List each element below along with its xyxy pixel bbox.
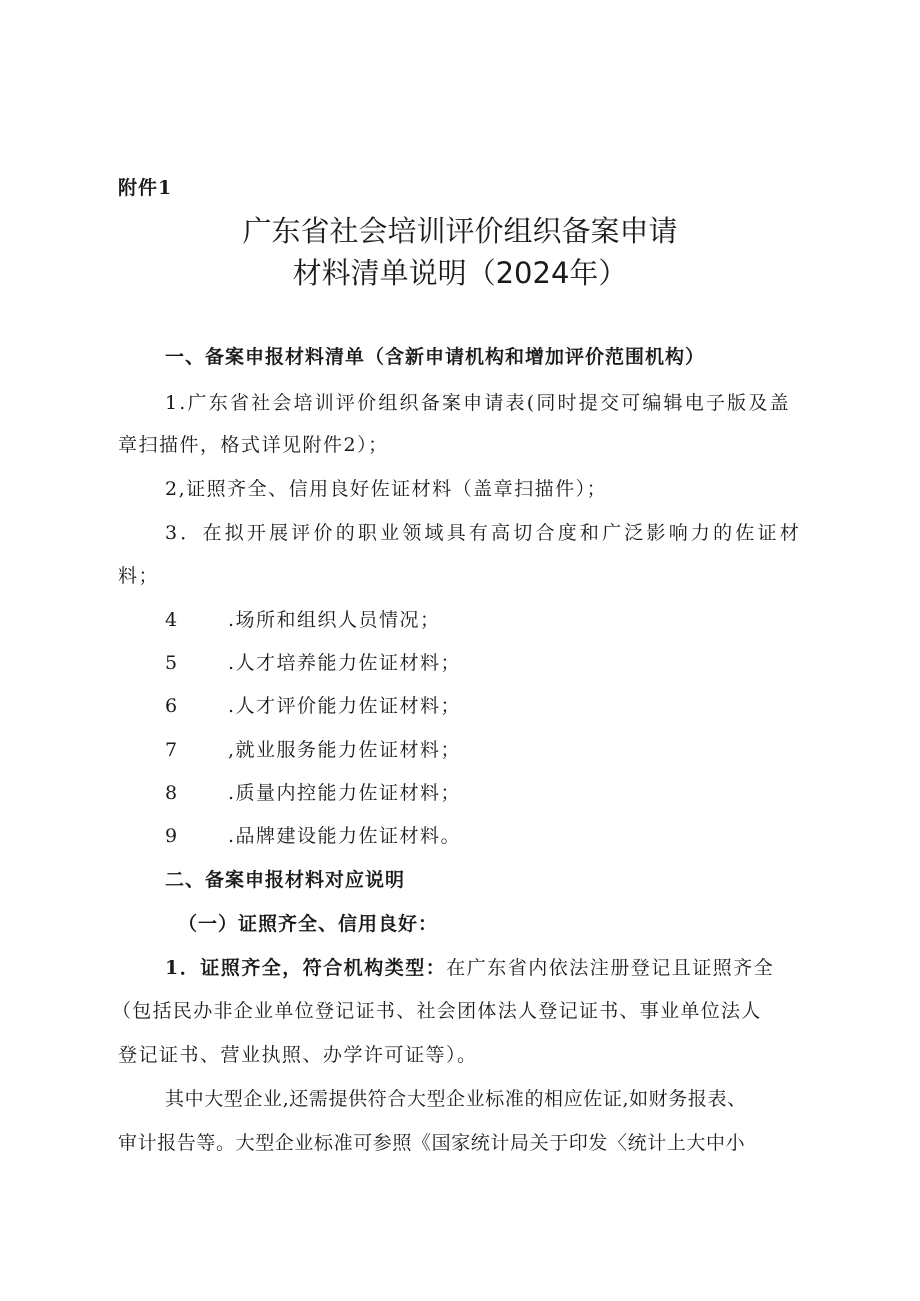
- section2-heading: 二、备案申报材料对应说明: [165, 869, 406, 891]
- item6-text: .人才评价能力佐证材料；: [228, 695, 462, 717]
- item4-text: .场所和组织人员情况；: [228, 609, 441, 631]
- point1-bold-lead: 1．证照齐全，符合机构类型：: [165, 957, 447, 979]
- item8-text: .质量内控能力佐证材料；: [228, 782, 462, 804]
- section1-heading: 一、备案申报材料清单（含新申请机构和增加评价范围机构）: [165, 346, 706, 368]
- item6-number: 6: [165, 695, 178, 717]
- item2: 2,证照齐全、信用良好佐证材料（盖章扫描件）；: [165, 478, 608, 500]
- item8-number: 8: [165, 782, 178, 804]
- point1-rest: 在广东省内依法注册登记且证照齐全: [446, 957, 775, 979]
- item9-number: 9: [165, 825, 178, 847]
- item1-line2: 章扫描件，格式详见附件2）；: [118, 434, 389, 456]
- item7-number: 7: [165, 739, 178, 761]
- item3-line1: 3．在拟开展评价的职业领域具有高切合度和广泛影响力的佐证材: [165, 522, 802, 544]
- item3-line2: 料；: [118, 565, 160, 587]
- item1-line1: 1.广东省社会培训评价组织备案申请表(同时提交可编辑电子版及盖: [165, 392, 791, 414]
- point1-line3: 登记证书、营业执照、办学许可证等）。: [118, 1044, 478, 1066]
- section2-sub1-heading: （一）证照齐全、信用良好：: [178, 913, 439, 935]
- document-title-line2: 材料清单说明（2024年）: [292, 256, 628, 290]
- item5-number: 5: [165, 652, 178, 674]
- para2-line1: 其中大型企业,还需提供符合大型企业标准的相应佐证,如财务报表、: [165, 1088, 747, 1110]
- para2-line2: 审计报告等。大型企业标准可参照《国家统计局关于印发〈统计上大中小: [118, 1132, 746, 1154]
- document-title-line1: 广东省社会培训评价组织备案申请: [242, 214, 678, 248]
- item7-text: ,就业服务能力佐证材料；: [228, 739, 462, 761]
- item5-text: .人才培养能力佐证材料；: [228, 652, 462, 674]
- item9-text: .品牌建设能力佐证材料。: [228, 825, 462, 847]
- item4-number: 4: [165, 609, 178, 631]
- point1-line1: [165, 955, 774, 981]
- point1-line2: （包括民办非企业单位登记证书、社会团体法人登记证书、事业单位法人: [112, 1000, 762, 1022]
- attachment-label: 附件1: [118, 177, 173, 199]
